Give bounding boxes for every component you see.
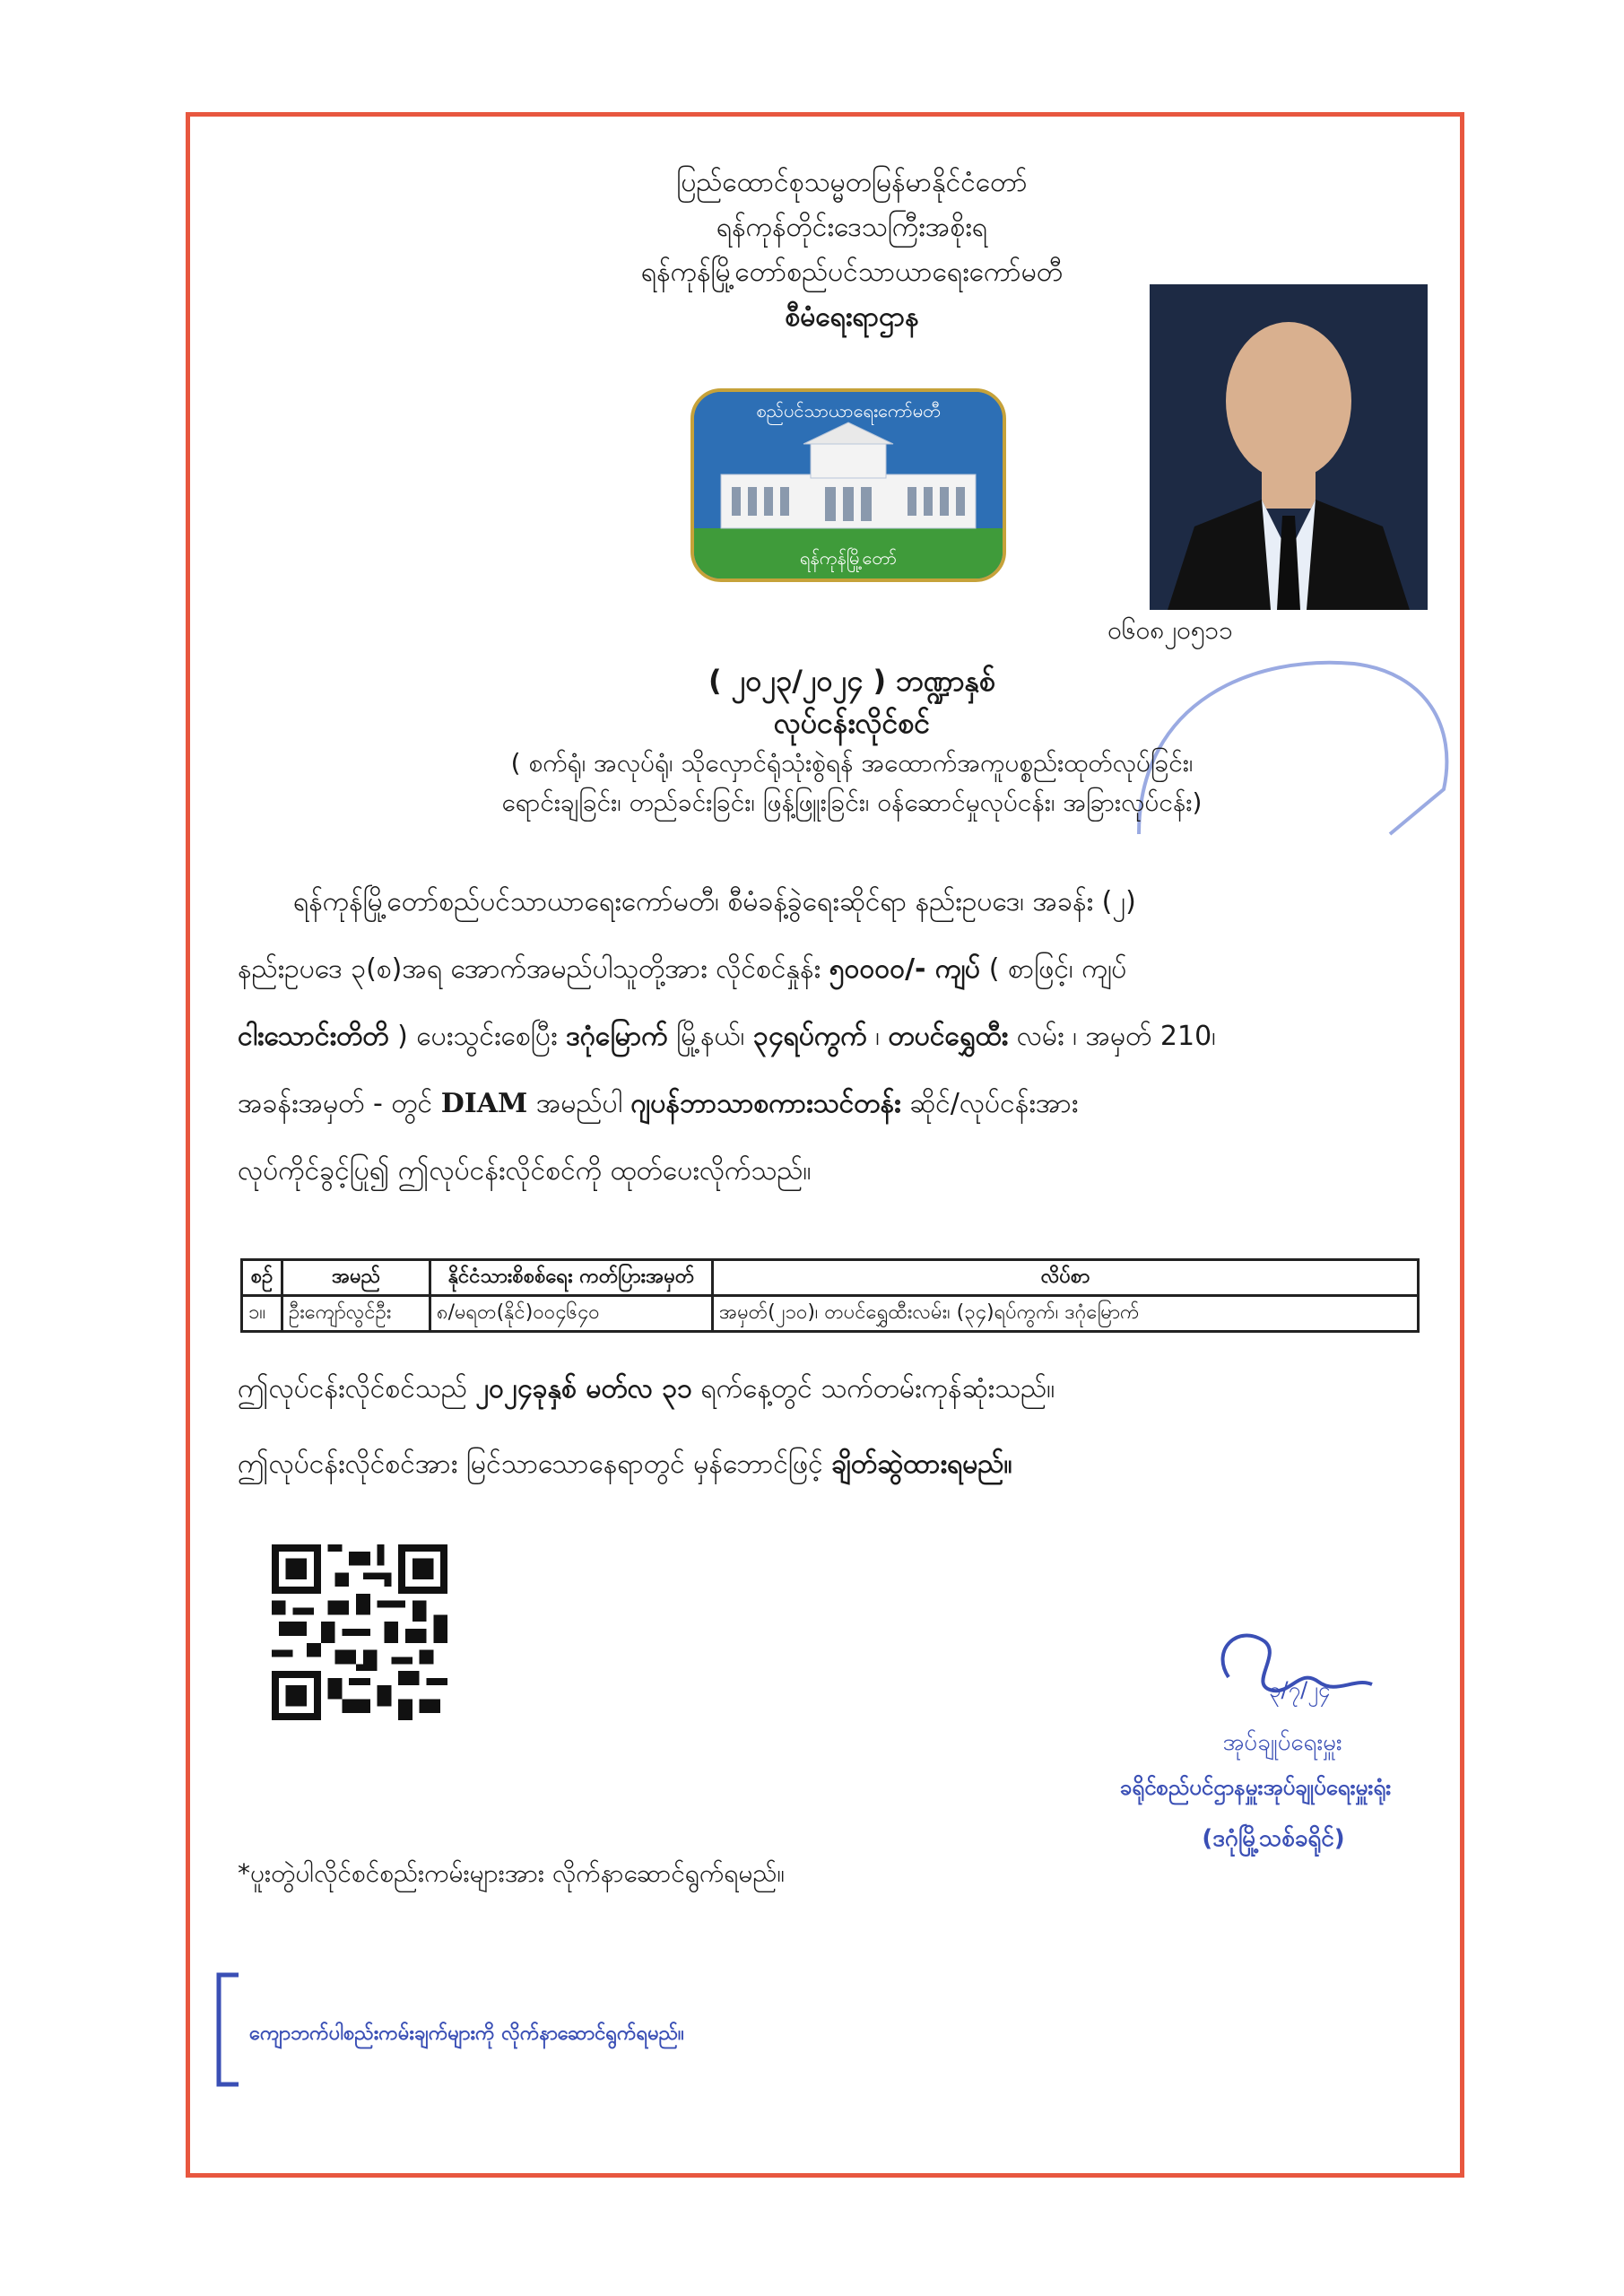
stamp-bracket-icon [212,1971,248,2088]
table-row [242,1296,1419,1332]
display-note-bold: ချိတ်ဆွဲထားရမည်။ [831,1448,1012,1480]
body-line-5: လုပ်ကိုင်ခွင့်ပြု၍ ဤလုပ်ငန်းလိုင်စင်ကို ထုတ်ပေးလိုက်သည်။ [238,1155,812,1187]
body-line-3 [238,1018,1421,1056]
body-line-2 [238,951,1421,988]
shop-name: DIAM [440,1088,528,1119]
body-line-4 [238,1085,1421,1123]
business-type: ဂျပန်ဘာသာစကားသင်တန်း [630,1088,901,1119]
signature-date: ၃/၇/၂၄ [1269,1677,1331,1702]
body-text-segment: ရက်နေ့တွင် သက်တမ်းကုန်ဆုံးသည်။ [692,1373,1055,1405]
body-text-segment: ဤလုပ်ငန်းလိုင်စင်အား မြင်သာသောနေရာတွင် မှန်ဘောင်ဖြင့် [238,1448,832,1480]
emblem-bottom-text: ရန်ကုန်မြို့တော် [799,547,898,569]
column-header-address: လိပ်စာ [713,1260,1419,1296]
body-text-segment: အမည်ပါ [527,1088,631,1119]
ward-name: ၃၄ရပ်ကွက် [752,1021,867,1052]
signatory-role: အုပ်ချုပ်ရေးမှူး [1222,1729,1342,1756]
column-header-name: အမည် [282,1260,430,1296]
cell-nrc: ၈/မရတ(နိုင်)၀၀၄၆၄၀ [430,1296,713,1332]
committee-emblem [690,388,1006,582]
header-line-4: စီမံရေးရာဌာန [785,301,919,333]
table-header-row [242,1260,1419,1296]
body-text-segment: ) ပေးသွင်းစေပြီး [388,1021,567,1052]
column-header-no: စဉ် [242,1260,282,1296]
body-text-segment: ဤလုပ်ငန်းလိုင်စင်သည် [238,1373,476,1405]
qr-code-icon[interactable] [272,1544,447,1720]
column-header-nrc: နိုင်ငံသားစိစစ်ရေး ကတ်ပြားအမှတ် [430,1260,713,1296]
footnote: *ပူးတွဲပါလိုင်စင်စည်းကမ်းများအား လိုက်နာဆောင်ရွက်ရမည်။ [238,1858,785,1888]
township-name: ဒဂုံမြောက် [566,1021,668,1052]
license-subtitle-line-1: ( စက်ရုံ၊ အလုပ်ရုံ၊ သိုလှောင်ရုံသုံးစွဲရန် အထောက်အကူပစ္စည်းထုတ်လုပ်ခြင်း၊ [510,748,1194,778]
fiscal-year-title: ( ၂၀၂၃/၂၀၂၄ ) ဘဏ္ဍာနှစ် [708,664,995,698]
portrait-icon [1150,284,1428,610]
expiry-line [238,1370,1421,1408]
signatory-office: ခရိုင်စည်ပင်ဌာနမှူးအုပ်ချုပ်ရေးမှူးရုံး [1119,1775,1392,1800]
signatory-district: (ဒဂုံမြို့သစ်ခရိုင်) [1202,1825,1345,1852]
emblem-top-text: စည်ပင်သာယာရေးကော်မတီ [756,400,941,422]
photo-serial-number: ၀၆၀၈၂၀၅၁၁ [1107,615,1233,645]
display-note-line [238,1446,1421,1483]
license-fee: ၅၀၀၀၀/- ကျပ် [829,953,981,985]
body-text-segment: ၊ [866,1021,889,1052]
body-text-segment: ဆိုင်/လုပ်ငန်းအား [900,1088,1079,1119]
body-text-segment: လမ်း ၊ အမှတ် 210၊ [1008,1021,1216,1052]
header-line-2: ရန်ကုန်တိုင်းဒေသကြီးအစိုးရ [716,212,988,243]
header-line-3: ရန်ကုန်မြို့တော်စည်ပင်သာယာရေးကော်မတီ [640,257,1064,288]
body-text-segment: ( စာဖြင့်၊ ကျပ် [980,953,1127,985]
holder-photo [1150,284,1428,610]
rules-stamp-note: ကျောဘက်ပါစည်းကမ်းချက်များကို လိုက်နာဆောင်ရွက်ရမည်။ [249,2022,684,2045]
license-subtitle-line-2: ရောင်းချခြင်း၊ တည်ခင်းခြင်း၊ ဖြန့်ဖြူးခြင်း၊ ဝန်ဆောင်မှုလုပ်ငန်း၊ အခြားလုပ်ငန်း) [501,787,1203,817]
body-text-segment: နည်းဥပဒေ ၃(စ)အရ အောက်အမည်ပါသူတို့အား လိုင်စင်နှုန်း [238,953,829,985]
body-line-1: ရန်ကုန်မြို့တော်စည်ပင်သာယာရေးကော်မတီ၊ စီမံခန့်ခွဲရေးဆိုင်ရာ နည်းဥပဒေ၊ အခန်း (၂) [293,886,1136,918]
body-text-segment: မြို့နယ်၊ [667,1021,753,1052]
license-holders-table [240,1258,1420,1333]
header-line-1: ပြည်ထောင်စုသမ္မတမြန်မာနိုင်ငံတော် [676,167,1028,198]
cell-address: အမှတ်(၂၁၀)၊ တပင်ရွှေထီးလမ်း၊ (၃၄)ရပ်ကွက်၊ ဒဂုံမြောက် [713,1296,1419,1332]
street-name: တပင်ရွှေထီး [888,1021,1009,1052]
license-title: လုပ်ငန်းလိုင်စင် [773,706,931,740]
cell-name: ဦးကျော်လွင်ဦး [282,1296,430,1332]
cell-no: ၁။ [242,1296,282,1332]
expiry-date: ၂၀၂၄ခုနှစ် မတ်လ ၃၁ [475,1373,693,1405]
license-fee-words: ငါးသောင်းတိတိ [238,1021,389,1052]
body-text-segment: အခန်းအမှတ် - တွင် [238,1088,441,1119]
